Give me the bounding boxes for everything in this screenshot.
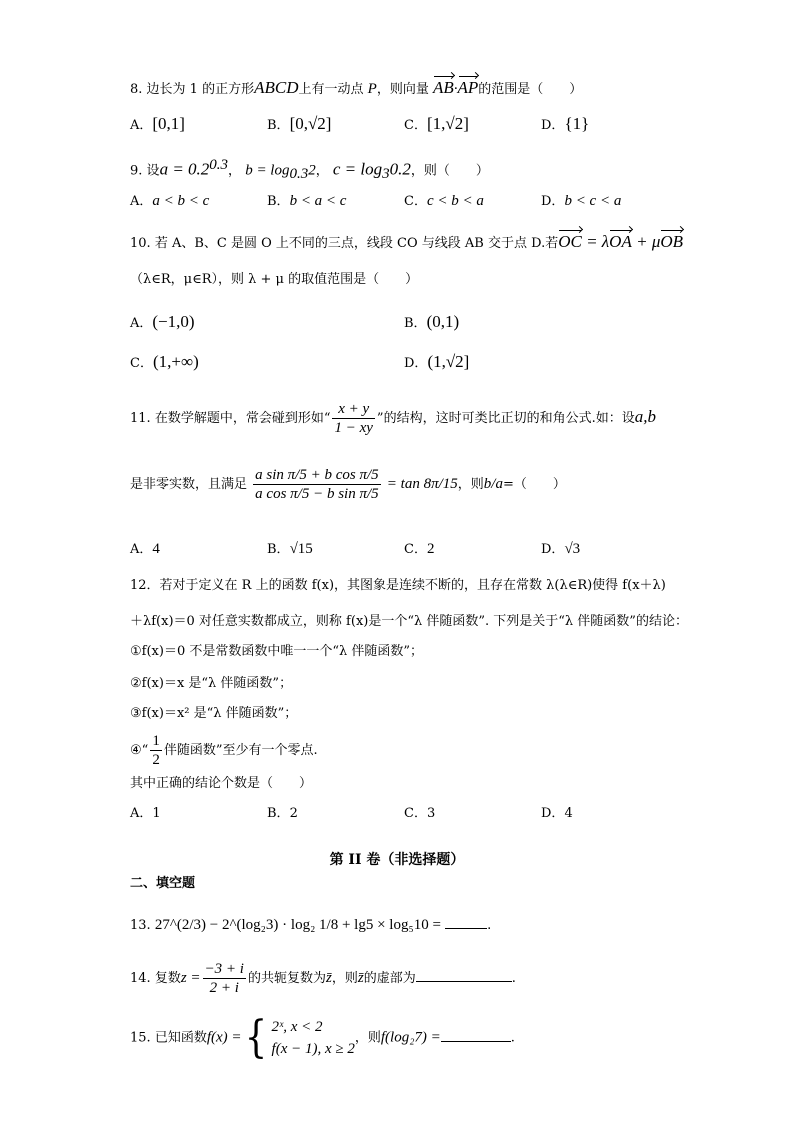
q8-option-d[interactable]: D．{1} bbox=[541, 114, 590, 133]
q8-option-a[interactable]: A．[0,1] bbox=[130, 114, 185, 133]
section-2-heading: 二、填空题 bbox=[130, 876, 196, 891]
question-10-stem-2: （λ∈R，μ∈R），则 λ + μ 的取值范围是（ ） bbox=[130, 272, 419, 287]
q10-option-a[interactable]: A．(−1,0) bbox=[130, 312, 195, 331]
q13-answer-blank[interactable] bbox=[445, 918, 487, 929]
question-12-ask: 其中正确的结论个数是（ ） bbox=[130, 776, 313, 791]
q9-option-c[interactable]: C．c < b < a bbox=[404, 193, 484, 209]
piecewise-brace: { bbox=[244, 1012, 267, 1063]
q15-answer-blank[interactable] bbox=[441, 1031, 511, 1042]
q12-statement-3: ③f(x)＝x² 是“λ 伴随函数”； bbox=[130, 706, 298, 721]
q12-statement-1: ①f(x)＝0 不是常数函数中唯一一个“λ 伴随函数”； bbox=[130, 644, 424, 659]
piecewise-cases: 2ˣ, x < 2 f(x − 1), x ≥ 2 bbox=[271, 1019, 355, 1057]
fraction-one-half: $\frac{1}{2}$ bbox=[152, 733, 160, 768]
question-15: 15. 已知函数f(x) ={ 2ˣ, x < 2 f(x − 1), x ≥ 2 ，则f(log₂7) = . bbox=[130, 1012, 515, 1063]
q12-statement-4: ④“ $\frac{1}{2}$ 伴随函数”至少有一个零点. bbox=[130, 733, 318, 768]
q12-option-d[interactable]: D．4 bbox=[541, 806, 573, 821]
question-13: 13. 27^(2/3) − 2^(log₂3) · log₂ 1/8 + lg5 × log₅10 = . bbox=[130, 917, 492, 933]
question-11-stem: 11. 在数学解题中，常会碰到形如“ $\frac{x + y}{1 - xy}$ ”的结构，这时可类比正切的和角公式.如：设a,b bbox=[130, 401, 656, 436]
question-8-stem: 8. 边长为 1 的正方形ABCD上有一动点 P，则向量 AB·AP的范围是（ ） bbox=[130, 78, 583, 97]
q12-option-c[interactable]: C．3 bbox=[404, 806, 436, 821]
q10-option-c[interactable]: C．(1,+∞) bbox=[130, 352, 199, 371]
q9-option-a[interactable]: A．a < b < c bbox=[130, 193, 210, 209]
vector-ab: AB bbox=[432, 78, 454, 97]
question-12-line-1: 12．若对于定义在 R 上的函数 f(x)，其图象是连续不断的，且存在常数 λ(λ∈R)使得 f(x＋λ) bbox=[130, 578, 666, 593]
question-11-condition: 是非零实数，且满足 $\frac{\text{a sin π/5 + b cos π/5}}{\text{a cos π/5 − b sin π/5}}$ = tan 8π/15，则b/a=（ ） bbox=[130, 467, 566, 502]
question-12-line-2: ＋λf(x)＝0 对任意实数都成立，则称 f(x)是一个“λ 伴随函数”. 下列是关于“λ 伴随函数”的结论： bbox=[130, 614, 688, 629]
vector-ap: AP bbox=[457, 78, 479, 97]
vector-oa: OA bbox=[609, 232, 632, 251]
q8-option-c[interactable]: C．[1,√2] bbox=[404, 114, 469, 133]
q12-option-b[interactable]: B．2 bbox=[267, 806, 298, 821]
fraction-x-plus-y: $\frac{x + y}{1 - xy}$ bbox=[334, 401, 373, 436]
q9-option-b[interactable]: B．b < a < c bbox=[267, 193, 347, 209]
q10-option-d[interactable]: D．(1,√2] bbox=[404, 352, 470, 371]
q14-answer-blank[interactable] bbox=[416, 971, 512, 982]
fraction-trig-condition: $\frac{\text{a sin π/5 + b cos π/5}}{\text{a cos π/5 − b sin π/5}}$ bbox=[255, 467, 379, 502]
vector-ob: OB bbox=[660, 232, 684, 251]
q8-option-b[interactable]: B．[0,√2] bbox=[267, 114, 332, 133]
q11-option-d[interactable]: D．√3 bbox=[541, 541, 581, 557]
q12-option-a[interactable]: A．1 bbox=[130, 806, 161, 821]
part-2-title: 第 II 卷（非选择题） bbox=[329, 852, 465, 868]
vector-oc: OC bbox=[558, 232, 582, 251]
question-10-stem: 10. 若 A、B、C 是圆 O 上不同的三点，线段 CO 与线段 AB 交于点 D.若OC = λOA + μOB bbox=[130, 232, 684, 251]
q11-option-b[interactable]: B．√15 bbox=[267, 541, 313, 557]
fraction-complex: $\frac{-3 + i}{2 + i}$ bbox=[204, 961, 244, 996]
q11-option-a[interactable]: A．4 bbox=[130, 541, 160, 557]
q10-option-b[interactable]: B．(0,1) bbox=[404, 312, 460, 331]
question-9-stem: 9. 设$a = 0.2^{0.3}$， $b = \log_{0.3}2$， $c = \log_30.2$，则（ ） bbox=[130, 157, 489, 182]
q11-option-c[interactable]: C．2 bbox=[404, 541, 435, 557]
q12-statement-2: ②f(x)＝x 是“λ 伴随函数”； bbox=[130, 676, 293, 691]
question-14: 14. 复数z = $\frac{-3 + i}{2 + i}$ 的共轭复数为z̄，则z̄的虚部为 . bbox=[130, 961, 516, 996]
q9-option-d[interactable]: D．b < c < a bbox=[541, 193, 622, 209]
